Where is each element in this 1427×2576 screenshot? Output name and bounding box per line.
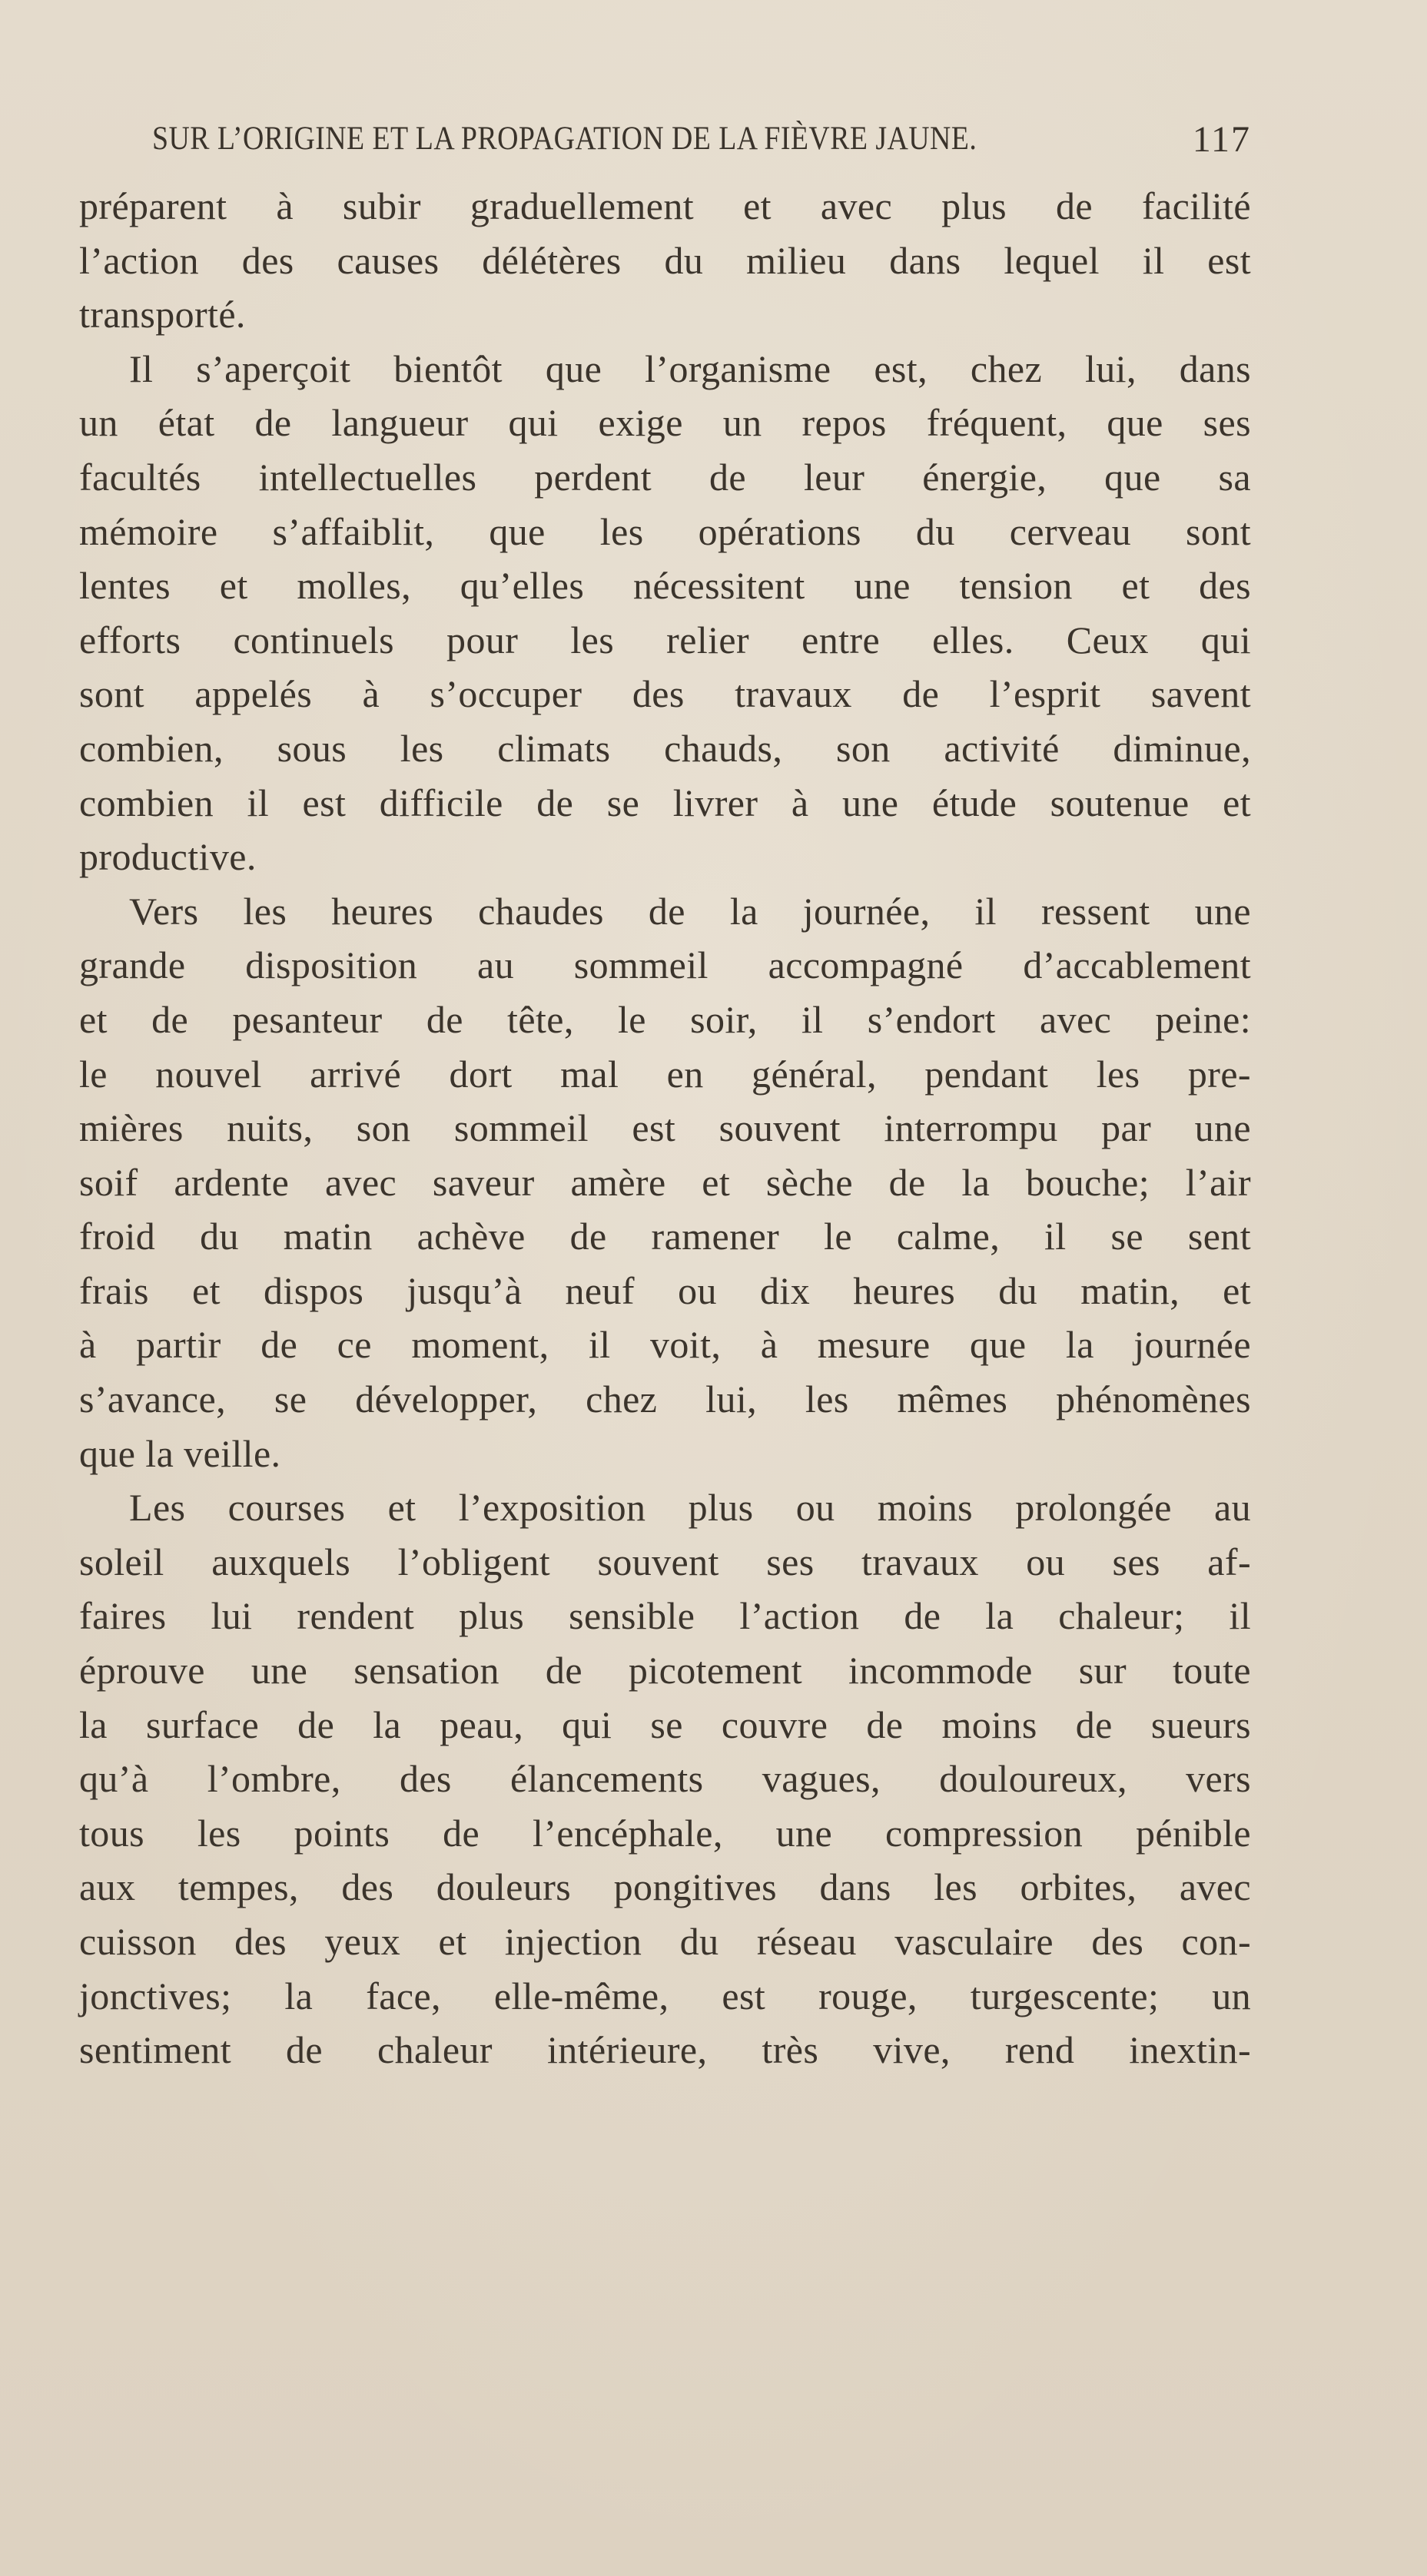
text-line: Les courses et l’exposition plus ou moins prolongée au (129, 1486, 1251, 1530)
text-line: et de pesanteur de tête, le soir, il s’endort avec peine: (79, 997, 1251, 1041)
text-line: grande disposition au sommeil accompagné d’accablement (79, 943, 1251, 987)
text-line: facultés intellectuelles perdent de leur énergie, que sa (79, 455, 1251, 499)
text-line: s’avance, se développer, chez lui, les mêmes phénomènes (79, 1378, 1251, 1421)
text-line: combien, sous les climats chauds, son activité diminue, (79, 726, 1251, 770)
page-number: 117 (1192, 119, 1251, 160)
text-line: combien il est difficile de se livrer à une étude soutenue et (79, 781, 1251, 824)
text-line: sentiment de chaleur intérieure, très vive, rend inextin- (79, 2028, 1251, 2072)
text-line: la surface de la peau, qui se couvre de moins de sueurs (79, 1702, 1251, 1746)
body-text (79, 179, 1251, 2077)
text-line: cuisson des yeux et injection du réseau vasculaire des con- (79, 1920, 1251, 1963)
running-head: SUR L’ORIGINE ET LA PROPAGATION DE LA FIÈVRE JAUNE. (152, 121, 977, 157)
text-line: productive. (79, 835, 257, 879)
text-line: sont appelés à s’occuper des travaux de l’esprit savent (79, 672, 1251, 716)
text-line: aux tempes, des douleurs pongitives dans les orbites, avec (79, 1865, 1251, 1909)
text-line: jonctives; la face, elle-même, est rouge, turgescente; un (79, 1974, 1251, 2017)
page-header (152, 115, 1251, 169)
text-line: transporté. (79, 293, 246, 337)
text-line: froid du matin achève de ramener le calme, il se sent (79, 1215, 1251, 1258)
text-line: lentes et molles, qu’elles nécessitent une tension et des (79, 564, 1251, 608)
text-line: l’action des causes délétères du milieu dans lequel il est (79, 238, 1251, 282)
text-line: soif ardente avec saveur amère et sèche de la bouche; l’air (79, 1160, 1251, 1204)
text-line: mémoire s’affaiblit, que les opérations du cerveau sont (79, 509, 1251, 553)
text-line: le nouvel arrivé dort mal en général, pendant les pre- (79, 1052, 1251, 1096)
text-line: faires lui rendent plus sensible l’action de la chaleur; il (79, 1594, 1251, 1638)
text-line: à partir de ce moment, il voit, à mesure que la journée (79, 1323, 1251, 1367)
text-line: qu’à l’ombre, des élancements vagues, douloureux, vers (79, 1757, 1251, 1801)
text-line: soleil auxquels l’obligent souvent ses travaux ou ses af- (79, 1540, 1251, 1583)
text-line: éprouve une sensation de picotement incommode sur toute (79, 1649, 1251, 1692)
text-line: préparent à subir graduellement et avec plus de facilité (79, 184, 1251, 227)
text-line: Il s’aperçoit bientôt que l’organisme est, chez lui, dans (129, 346, 1251, 390)
text-line: Vers les heures chaudes de la journée, il ressent une (129, 889, 1251, 933)
text-line: tous les points de l’encéphale, une compression pénible (79, 1811, 1251, 1855)
text-line: efforts continuels pour les relier entre elles. Ceux qui (79, 618, 1251, 661)
text-line: un état de langueur qui exige un repos fréquent, que ses (79, 401, 1251, 445)
text-line: frais et dispos jusqu’à neuf ou dix heures du matin, et (79, 1268, 1251, 1312)
text-line: mières nuits, son sommeil est souvent interrompu par une (79, 1106, 1251, 1150)
text-line: que la veille. (79, 1431, 281, 1475)
